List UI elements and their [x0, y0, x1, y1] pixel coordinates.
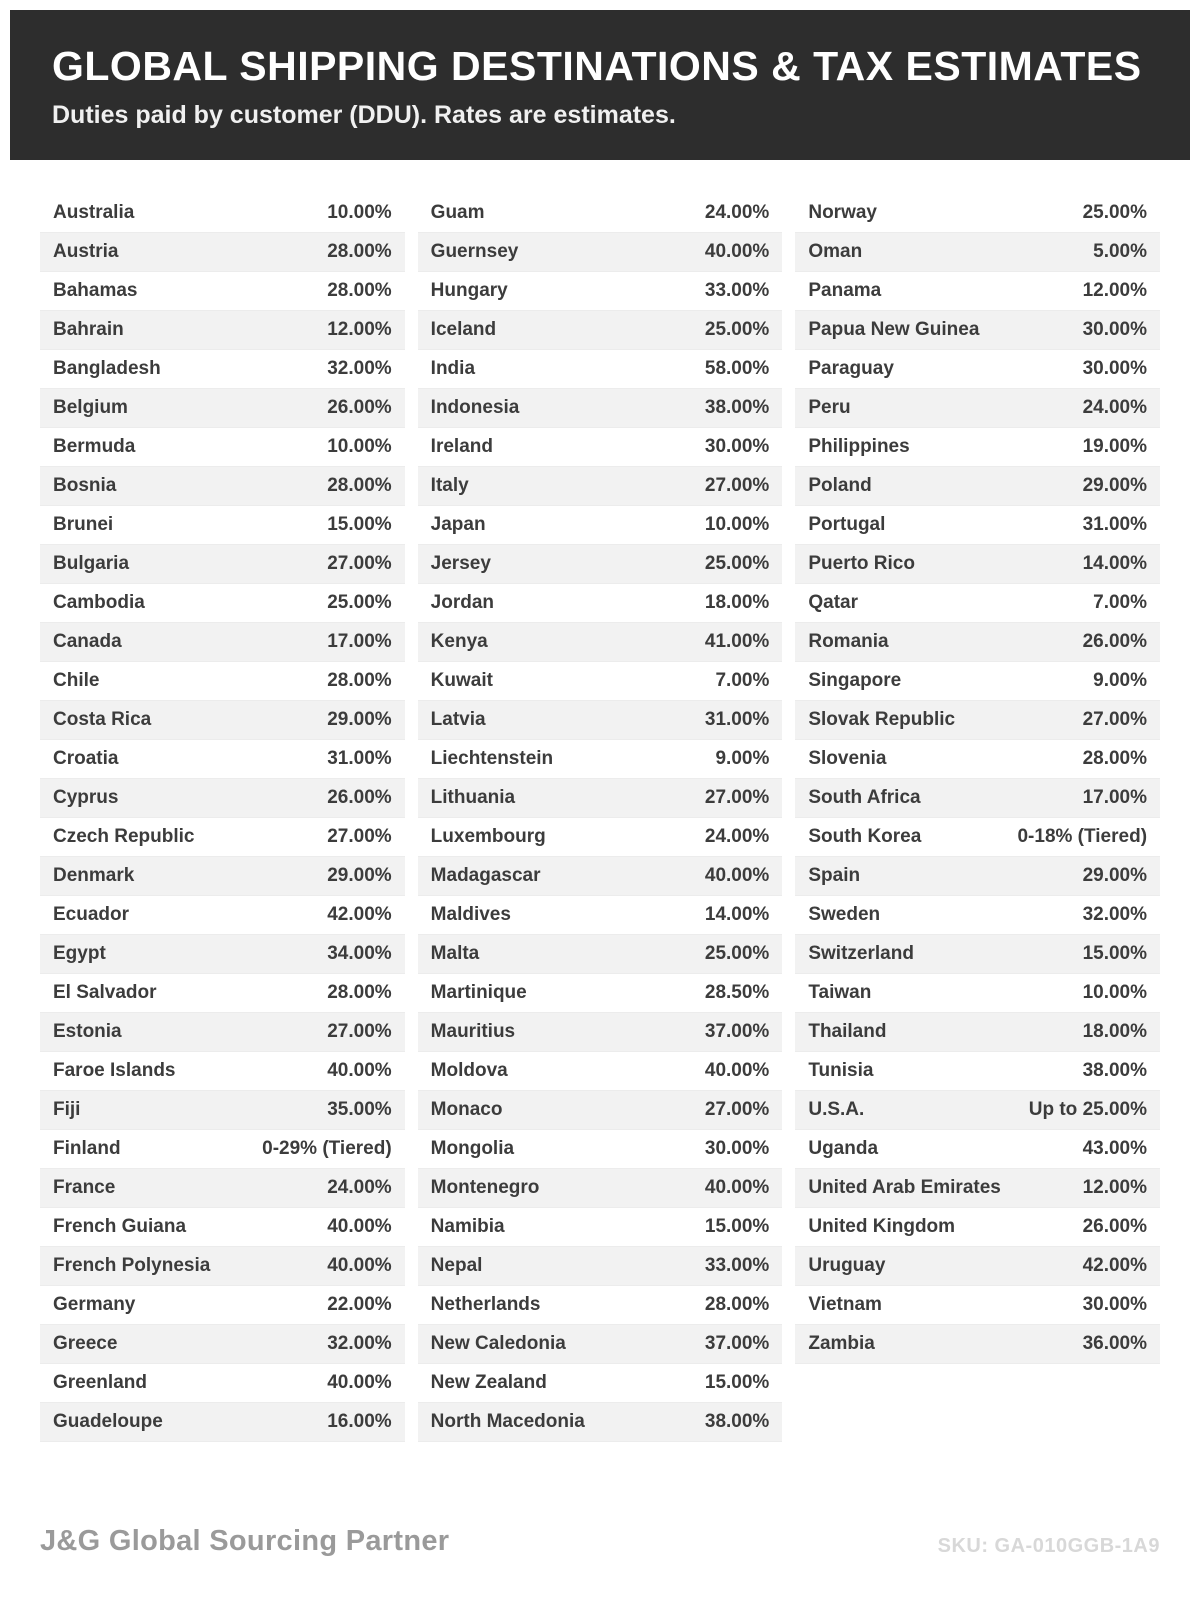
page-footer [40, 1525, 1160, 1558]
country-name: Cambodia [53, 592, 145, 614]
country-name: Moldova [430, 1060, 508, 1082]
tax-rate: 15.00% [704, 1372, 770, 1394]
tax-rate: 30.00% [704, 1138, 770, 1160]
table-column-3 [795, 194, 1160, 1364]
table-row [418, 1208, 783, 1247]
tax-rate: 40.00% [327, 1060, 392, 1082]
table-row [795, 467, 1160, 506]
table-row [418, 623, 783, 662]
country-name: Montenegro [430, 1177, 540, 1199]
tax-rate: 29.00% [327, 709, 392, 731]
country-name: South Korea [808, 826, 922, 848]
tax-rate: 15.00% [704, 1216, 770, 1238]
table-row [40, 233, 405, 272]
table-row [795, 1013, 1160, 1052]
country-name: Finland [53, 1138, 121, 1160]
tax-rate: 28.00% [327, 241, 392, 263]
table-row [40, 272, 405, 311]
tax-rate: 36.00% [1082, 1333, 1148, 1355]
table-row [418, 233, 783, 272]
tax-rate: 28.00% [704, 1294, 770, 1316]
table-row [418, 1169, 783, 1208]
table-row [418, 584, 783, 623]
tax-rate: 58.00% [704, 358, 770, 380]
tax-rate: 30.00% [1082, 319, 1148, 341]
country-name: Zambia [808, 1333, 875, 1355]
country-name: Switzerland [808, 943, 914, 965]
tax-rate: 42.00% [327, 904, 392, 926]
country-name: Guam [430, 202, 485, 224]
table-row [40, 389, 405, 428]
table-row [418, 389, 783, 428]
tax-rate: 30.00% [704, 436, 770, 458]
country-name: Mongolia [430, 1138, 515, 1160]
country-name: Spain [808, 865, 861, 887]
table-row [795, 1130, 1160, 1169]
table-row [418, 311, 783, 350]
table-row [40, 1169, 405, 1208]
tax-rate: 9.00% [715, 748, 770, 770]
tax-rate: 40.00% [704, 865, 770, 887]
country-name: Cyprus [53, 787, 119, 809]
country-name: Jersey [430, 553, 491, 575]
table-row [795, 623, 1160, 662]
country-name: Slovenia [808, 748, 887, 770]
table-row [418, 1130, 783, 1169]
tax-rate: 26.00% [1082, 631, 1148, 653]
table-row [418, 857, 783, 896]
country-name: Thailand [808, 1021, 887, 1043]
table-row [418, 740, 783, 779]
tax-rate: 32.00% [327, 358, 392, 380]
country-name: United Kingdom [808, 1216, 956, 1238]
country-name: French Polynesia [53, 1255, 211, 1277]
country-name: Germany [53, 1294, 136, 1316]
tax-rate: 32.00% [327, 1333, 392, 1355]
page-subtitle: Duties paid by customer (DDU). Rates are estimates. [52, 101, 676, 130]
table-column-1 [40, 194, 405, 1442]
country-name: Nepal [430, 1255, 483, 1277]
table-row [40, 857, 405, 896]
tax-rate: 34.00% [327, 943, 392, 965]
table-row [40, 428, 405, 467]
country-name: Guernsey [430, 241, 519, 263]
tax-rate: 28.50% [704, 982, 770, 1004]
table-row [40, 1286, 405, 1325]
tax-rate: 28.00% [1082, 748, 1148, 770]
country-name: Portugal [808, 514, 886, 536]
country-name: Vietnam [808, 1294, 882, 1316]
country-name: Sweden [808, 904, 881, 926]
tax-rate: 40.00% [704, 241, 770, 263]
tax-rate: 7.00% [715, 670, 770, 692]
country-name: Bangladesh [53, 358, 161, 380]
tax-rate: 0-18% (Tiered) [1017, 826, 1148, 848]
country-name: Oman [808, 241, 863, 263]
country-name: Poland [808, 475, 872, 497]
country-name: Singapore [808, 670, 902, 692]
table-row [795, 545, 1160, 584]
table-row [795, 974, 1160, 1013]
country-name: Lithuania [430, 787, 516, 809]
tax-rate: 27.00% [327, 826, 392, 848]
country-name: Denmark [53, 865, 135, 887]
table-row [40, 1247, 405, 1286]
country-name: Uruguay [808, 1255, 886, 1277]
tax-rate: 31.00% [327, 748, 392, 770]
tax-rate-table [0, 160, 1200, 1442]
country-name: Paraguay [808, 358, 894, 380]
country-name: Croatia [53, 748, 119, 770]
table-row [418, 545, 783, 584]
table-row [418, 935, 783, 974]
table-row [40, 818, 405, 857]
tax-rate: 9.00% [1093, 670, 1148, 692]
table-row [40, 1325, 405, 1364]
country-name: Greece [53, 1333, 118, 1355]
tax-rate: 7.00% [1093, 592, 1148, 614]
tax-rate: 12.00% [1082, 280, 1148, 302]
table-row [795, 1247, 1160, 1286]
table-row [40, 1403, 405, 1442]
tax-rate: 25.00% [327, 592, 392, 614]
tax-rate: 24.00% [704, 202, 770, 224]
table-row [795, 935, 1160, 974]
table-row [418, 662, 783, 701]
table-row [40, 467, 405, 506]
table-row [418, 1403, 783, 1442]
country-name: New Zealand [430, 1372, 547, 1394]
table-row [418, 1052, 783, 1091]
sku-label: SKU: GA-010GGB-1A9 [937, 1535, 1160, 1557]
country-name: Austria [53, 241, 119, 263]
table-row [795, 740, 1160, 779]
tax-rate: 37.00% [704, 1333, 770, 1355]
table-row [418, 467, 783, 506]
country-name: Costa Rica [53, 709, 152, 731]
table-row [795, 1169, 1160, 1208]
table-row [795, 1208, 1160, 1247]
country-name: Hungary [430, 280, 508, 302]
tax-rate: 33.00% [704, 1255, 770, 1277]
country-name: Namibia [430, 1216, 505, 1238]
table-row [418, 506, 783, 545]
tax-rate: 18.00% [704, 592, 770, 614]
country-name: Chile [53, 670, 100, 692]
table-row [40, 701, 405, 740]
table-row [795, 389, 1160, 428]
tax-rate: 27.00% [704, 1099, 770, 1121]
table-row [418, 428, 783, 467]
table-row [795, 818, 1160, 857]
table-row [40, 896, 405, 935]
tax-rate: 42.00% [1082, 1255, 1148, 1277]
country-name: Japan [430, 514, 486, 536]
page-header [10, 10, 1190, 160]
table-row [418, 779, 783, 818]
country-name: United Arab Emirates [808, 1177, 1001, 1199]
country-name: Netherlands [430, 1294, 541, 1316]
tax-rate: 28.00% [327, 982, 392, 1004]
tax-rate: 5.00% [1093, 241, 1148, 263]
tax-rate: 24.00% [1082, 397, 1148, 419]
tax-rate: 19.00% [1082, 436, 1148, 458]
country-name: Iceland [430, 319, 497, 341]
tax-rate: 18.00% [1082, 1021, 1148, 1043]
country-name: Mauritius [430, 1021, 516, 1043]
tax-rate: 27.00% [327, 1021, 392, 1043]
tax-rate: 25.00% [704, 553, 770, 575]
table-row [795, 428, 1160, 467]
table-row [418, 818, 783, 857]
table-row [418, 1247, 783, 1286]
country-name: Fiji [53, 1099, 81, 1121]
country-name: U.S.A. [808, 1099, 865, 1121]
table-row [795, 857, 1160, 896]
tax-rate: 28.00% [327, 280, 392, 302]
country-name: Belgium [53, 397, 128, 419]
country-name: France [53, 1177, 116, 1199]
table-row [40, 623, 405, 662]
tax-rate: 37.00% [704, 1021, 770, 1043]
table-row [40, 311, 405, 350]
country-name: Bulgaria [53, 553, 130, 575]
tax-rate: 28.00% [327, 670, 392, 692]
country-name: Luxembourg [430, 826, 546, 848]
country-name: Tunisia [808, 1060, 874, 1082]
country-name: Peru [808, 397, 851, 419]
tax-rate: 40.00% [327, 1216, 392, 1238]
table-row [40, 974, 405, 1013]
table-row [40, 1052, 405, 1091]
table-row [795, 311, 1160, 350]
tax-rate: 29.00% [327, 865, 392, 887]
table-row [40, 1208, 405, 1247]
tax-rate: 38.00% [704, 1411, 770, 1433]
table-row [40, 779, 405, 818]
tax-rate: 10.00% [704, 514, 770, 536]
tax-rate: 10.00% [327, 202, 392, 224]
table-row [418, 1325, 783, 1364]
tax-rate: 31.00% [704, 709, 770, 731]
country-name: Australia [53, 202, 135, 224]
country-name: Kenya [430, 631, 488, 653]
tax-rate: 31.00% [1082, 514, 1148, 536]
country-name: Bosnia [53, 475, 117, 497]
table-row [40, 350, 405, 389]
table-row [795, 233, 1160, 272]
country-name: Puerto Rico [808, 553, 915, 575]
tax-rate: 14.00% [1082, 553, 1148, 575]
tax-rate: Up to 25.00% [1028, 1099, 1148, 1121]
table-row [795, 1091, 1160, 1130]
country-name: Papua New Guinea [808, 319, 980, 341]
tax-rate: 43.00% [1082, 1138, 1148, 1160]
tax-rate: 15.00% [1082, 943, 1148, 965]
tax-rate: 26.00% [1082, 1216, 1148, 1238]
country-name: North Macedonia [430, 1411, 585, 1433]
table-row [40, 584, 405, 623]
table-row [795, 1286, 1160, 1325]
table-row [418, 1013, 783, 1052]
country-name: Kuwait [430, 670, 493, 692]
country-name: Ireland [430, 436, 493, 458]
tax-rate: 27.00% [1082, 709, 1148, 731]
tax-rate: 41.00% [704, 631, 770, 653]
tax-rate: 27.00% [704, 475, 770, 497]
table-row [795, 701, 1160, 740]
country-name: Egypt [53, 943, 106, 965]
country-name: Guadeloupe [53, 1411, 163, 1433]
table-row [795, 1052, 1160, 1091]
tax-rate: 38.00% [704, 397, 770, 419]
table-row [40, 1091, 405, 1130]
brand-name: J&G Global Sourcing Partner [40, 1525, 450, 1557]
table-row [795, 779, 1160, 818]
table-row [40, 740, 405, 779]
tax-rate: 15.00% [327, 514, 392, 536]
country-name: Malta [430, 943, 480, 965]
table-row [418, 194, 783, 233]
tax-rate: 25.00% [1082, 202, 1148, 224]
country-name: New Caledonia [430, 1333, 566, 1355]
country-name: Czech Republic [53, 826, 195, 848]
table-row [418, 1091, 783, 1130]
country-name: Brunei [53, 514, 114, 536]
country-name: India [430, 358, 476, 380]
tax-rate: 30.00% [1082, 358, 1148, 380]
tax-rate: 12.00% [327, 319, 392, 341]
country-name: Slovak Republic [808, 709, 956, 731]
tax-rate: 24.00% [327, 1177, 392, 1199]
tax-rate: 17.00% [327, 631, 392, 653]
table-column-2 [418, 194, 783, 1442]
table-row [418, 701, 783, 740]
tax-rate: 10.00% [327, 436, 392, 458]
country-name: Romania [808, 631, 889, 653]
country-name: Norway [808, 202, 877, 224]
tax-rate: 29.00% [1082, 475, 1148, 497]
country-name: Monaco [430, 1099, 503, 1121]
table-row [795, 506, 1160, 545]
tax-rate: 25.00% [704, 319, 770, 341]
table-row [40, 1364, 405, 1403]
tax-rate: 26.00% [327, 787, 392, 809]
country-name: South Africa [808, 787, 921, 809]
country-name: Martinique [430, 982, 527, 1004]
tax-rate: 24.00% [704, 826, 770, 848]
tax-rate: 28.00% [327, 475, 392, 497]
country-name: Ecuador [53, 904, 130, 926]
table-row [795, 350, 1160, 389]
table-row [795, 896, 1160, 935]
page-title: GLOBAL SHIPPING DESTINATIONS & TAX ESTIMATES [52, 43, 1142, 89]
country-name: Liechtenstein [430, 748, 554, 770]
tax-rate: 0-29% (Tiered) [262, 1138, 392, 1160]
country-name: Greenland [53, 1372, 147, 1394]
tax-rate: 29.00% [1082, 865, 1148, 887]
table-row [795, 194, 1160, 233]
tax-rate: 32.00% [1082, 904, 1148, 926]
table-row [40, 1013, 405, 1052]
country-name: Estonia [53, 1021, 122, 1043]
country-name: Italy [430, 475, 469, 497]
table-row [795, 662, 1160, 701]
table-row [40, 935, 405, 974]
table-row [795, 272, 1160, 311]
table-row [40, 662, 405, 701]
country-name: Maldives [430, 904, 511, 926]
tax-rate: 27.00% [704, 787, 770, 809]
tax-rate: 25.00% [704, 943, 770, 965]
country-name: Philippines [808, 436, 910, 458]
tax-rate: 40.00% [327, 1255, 392, 1277]
tax-rate: 26.00% [327, 397, 392, 419]
country-name: El Salvador [53, 982, 157, 1004]
country-name: Bahamas [53, 280, 138, 302]
table-row [418, 974, 783, 1013]
tax-rate: 38.00% [1082, 1060, 1148, 1082]
country-name: Jordan [430, 592, 495, 614]
table-row [418, 1286, 783, 1325]
table-row [40, 506, 405, 545]
table-row [795, 584, 1160, 623]
country-name: Qatar [808, 592, 858, 614]
table-row [40, 194, 405, 233]
tax-rate: 17.00% [1082, 787, 1148, 809]
country-name: Taiwan [808, 982, 872, 1004]
country-name: French Guiana [53, 1216, 187, 1238]
table-row [418, 1364, 783, 1403]
tax-rate: 12.00% [1082, 1177, 1148, 1199]
country-name: Latvia [430, 709, 486, 731]
country-name: Faroe Islands [53, 1060, 176, 1082]
tax-rate: 16.00% [327, 1411, 392, 1433]
table-row [40, 1130, 405, 1169]
country-name: Uganda [808, 1138, 879, 1160]
tax-rate: 40.00% [327, 1372, 392, 1394]
tax-rate: 14.00% [704, 904, 770, 926]
table-row [418, 896, 783, 935]
country-name: Indonesia [430, 397, 520, 419]
tax-rate: 27.00% [327, 553, 392, 575]
tax-rate: 22.00% [327, 1294, 392, 1316]
table-row [418, 272, 783, 311]
table-row [40, 545, 405, 584]
table-row [418, 350, 783, 389]
country-name: Canada [53, 631, 122, 653]
tax-rate: 40.00% [704, 1060, 770, 1082]
country-name: Panama [808, 280, 882, 302]
tax-rate: 10.00% [1082, 982, 1148, 1004]
tax-rate: 35.00% [327, 1099, 392, 1121]
country-name: Bahrain [53, 319, 124, 341]
tax-rate: 30.00% [1082, 1294, 1148, 1316]
tax-rate: 33.00% [704, 280, 770, 302]
tax-rate: 40.00% [704, 1177, 770, 1199]
country-name: Bermuda [53, 436, 136, 458]
country-name: Madagascar [430, 865, 541, 887]
table-row [795, 1325, 1160, 1364]
